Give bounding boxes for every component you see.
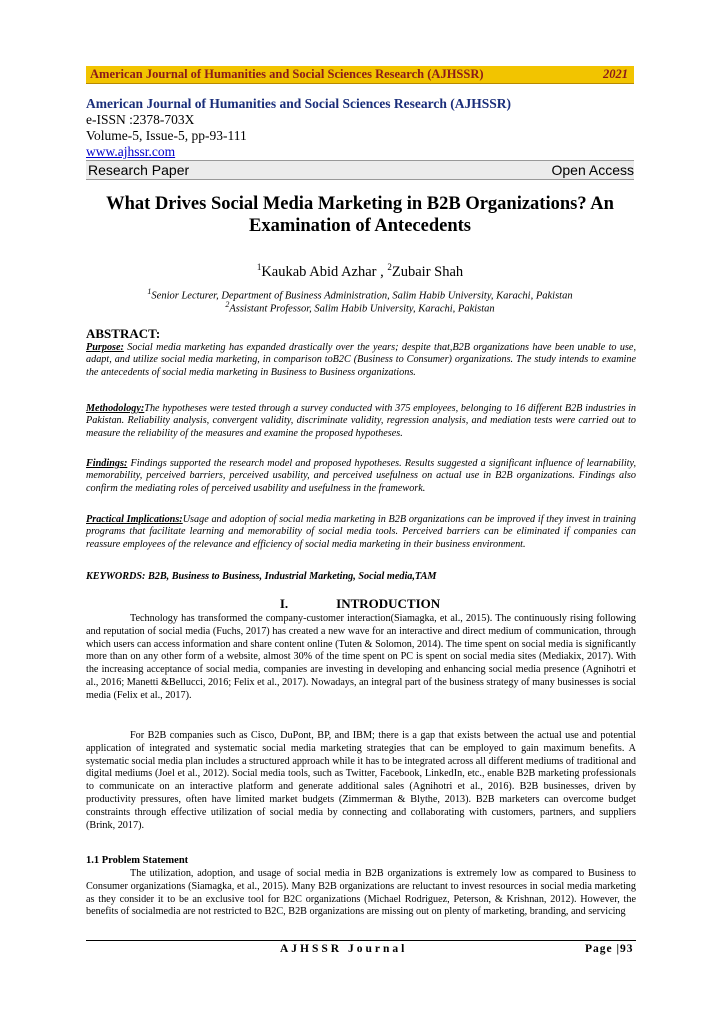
section-heading: I. INTRODUCTION	[279, 596, 441, 611]
abstract-heading: ABSTRACT:	[86, 326, 161, 341]
intro-paragraph-2: For B2B companies such as Cisco, DuPont, BP, and IBM; there is a gap that exists between the actual use and potential application of integrated and systematic social media marketing strategies that can be employed to gain maximum benefits. A systematic social media plan includes a structured approach while it has to be integrated across all different mediums of traditional and digital mediums (Joel et al., 2012). Social media tools, such as Twitter, Facebook, LinkedIn, etc., enable B2B marketing professionals to communicate on an interactive platform and generate additional sales (Agnihotri et al., 2016). B2B businesses, driven by productivity pressures, often have limited market budgets (Zimmerman & Blythe, 2013). B2B marketers can overcome budget constraints through effective utilization of social media by connecting and collaborating with customers, partners, and suppliers (Brink, 2017).	[86, 730, 636, 831]
abstract-findings: Findings: Findings supported the research model and proposed hypotheses. Results suggested a significant influence of learnability, memorability, perceived barriers, perceived usability, and perceived usefulness on actual use in B2B organizations. Findings also confirm the mediating roles of perceived usability and usefulness in the framework.	[86, 458, 636, 494]
journal-header-title: American Journal of Humanities and Social Sciences Research (AJHSSR)	[90, 67, 484, 81]
footer-rule	[86, 940, 636, 941]
keywords: KEYWORDS: B2B, Business to Business, Industrial Marketing, Social media,TAM	[86, 571, 437, 582]
affiliation-2: $^2$Assistant Professor, Salim Habib University, Karachi, Pakistan	[225, 300, 495, 315]
abstract-methodology: Methodology:The hypotheses were tested through a survey conducted with 375 employees, belonging to 16 different B2B industries in Pakistan. Reliability analysis, convergent validity, discriminate validity, regression analysis, and mediation tests were carried out to measure the reliability of the measures and examine the proposed hypotheses.	[86, 403, 636, 439]
paper-type: Research Paper	[88, 162, 190, 178]
journal-header-year: 2021	[603, 67, 628, 81]
journal-title: American Journal of Humanities and Social Sciences Research (AJHSSR)	[86, 96, 511, 111]
abstract-purpose: Purpose: Social media marketing has expanded drastically over the years; despite that,B2B organizations have been unable to use, adapt, and utilize social media marketing, in comparison toB2C (Business to Consumer) organizations. The study intends to examine the antecedents of social media marketing in Business to Business organizations.	[86, 342, 636, 378]
journal-header-bar	[86, 66, 634, 84]
author-1: Kaukab Abid Azhar ,	[261, 263, 388, 280]
journal-meta	[86, 96, 511, 160]
problem-paragraph: The utilization, adoption, and usage of social media in B2B organizations is extremely low as compared to Business to Consumer organizations (Siamagka, et al., 2015). Many B2B organizations are reluctant to invest resources in social media marketing as they consider it to be an exclusive tool for B2C organizations (Michael Rodriguez, Peterson, & Krishnan, 2012). However, the benefits of socialmedia are not restricted to B2C, B2B organizations are missing out on plenty of marketing, branding, and servicing	[86, 868, 636, 918]
paper-title: What Drives Social Media Marketing in B2B Organizations? An Examination of Antecedents	[106, 194, 614, 236]
footer-journal: AJHSSR Journal	[280, 943, 408, 955]
subsection-heading: 1.1 Problem Statement	[86, 855, 189, 866]
access-type: Open Access	[551, 162, 634, 178]
footer-page-number: Page |93	[585, 943, 634, 955]
paper-type-bar	[86, 160, 634, 180]
author-2: Zubair Shah	[391, 263, 464, 280]
volume-issue: Volume-5, Issue-5, pp-93-111	[86, 128, 247, 143]
journal-url-link[interactable]: www.ajhssr.com	[86, 144, 176, 159]
issn: e-ISSN :2378-703X	[86, 112, 195, 127]
affiliation-1: $^1$Senior Lecturer, Department of Business Administration, Salim Habib University, Karachi, Pakistan	[147, 287, 573, 302]
intro-paragraph-1: Technology has transformed the company-customer interaction(Siamagka, et al., 2015). The continuously rising following and reputation of social media (Fuchs, 2017) has created a new wave for an interactive and direct medium of communication, through which users can access information and share content online (Tuten & Solomon, 2014). The time spent on social media is significantly more than on any other form of a website, almost 30% of the time spent on PC is spent on social media sites (Mediakix, 2017). With the increasing acceptance of social media, companies are investing in developing and enhancing social media presence (Agnihotri et al., 2016; Manetti &Bellucci, 2016; Felix et al., 2017). Nowadays, an integral part of the business strategy of many businesses is social media (Felix et al., 2017).	[86, 613, 637, 701]
author-line: $^1$Kaukab Abid Azhar , $^2$Zubair Shah	[256, 262, 464, 280]
abstract-practical-implications: Practical Implications:Usage and adoption of social media marketing in B2B organizations can be improved if they invest in training programs that facilitate learning and memorability of social media tools. Perceived barriers can be eliminated if companies can reassure employees of the relevance and efficiency of social media marketing in their business environment.	[86, 514, 636, 550]
